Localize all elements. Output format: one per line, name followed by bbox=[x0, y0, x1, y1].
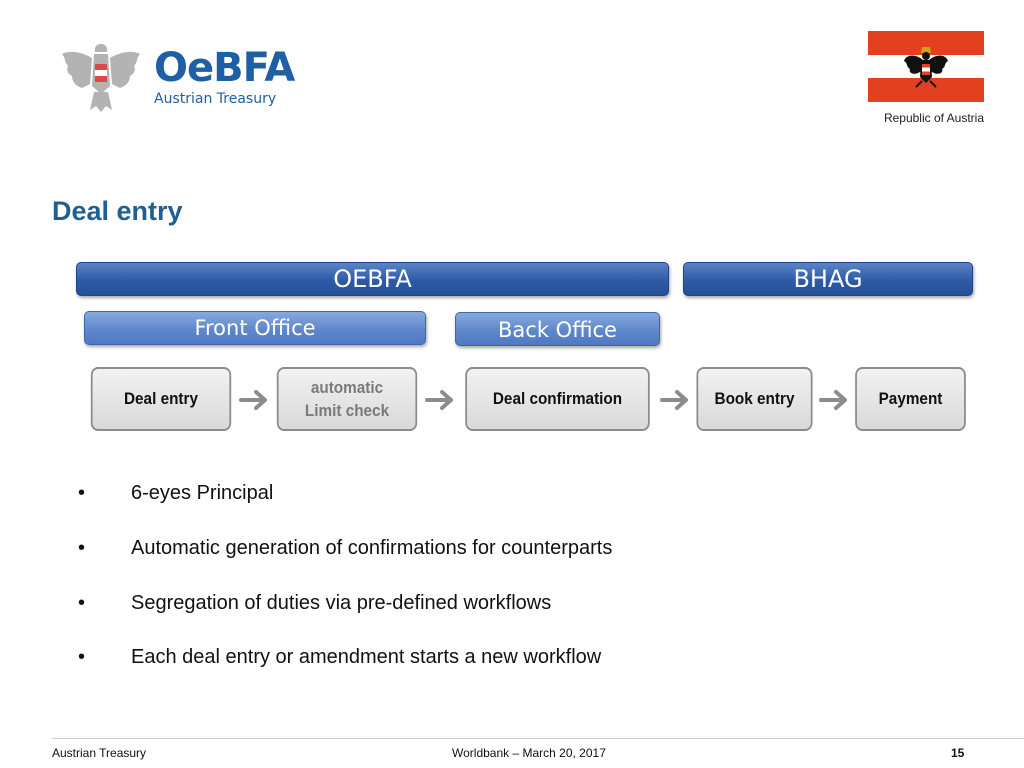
step-payment: Payment bbox=[855, 367, 966, 431]
limit-check-line-1: automatic bbox=[310, 378, 384, 397]
org-bar-oebfa: OEBFA bbox=[76, 262, 669, 296]
dept-bar-front-office: Front Office bbox=[84, 311, 426, 345]
flag-caption: Republic of Austria bbox=[883, 111, 984, 125]
oebfa-logo-text bbox=[154, 45, 295, 108]
step-deal-confirmation: Deal confirmation bbox=[465, 367, 650, 431]
step-deal-entry: Deal entry bbox=[91, 367, 231, 431]
arrow-right-icon bbox=[239, 389, 269, 411]
dept-bar-back-office: Back Office bbox=[455, 312, 660, 346]
limit-check-line-2: Limit check bbox=[304, 401, 390, 420]
bullet-marker: • bbox=[78, 646, 86, 668]
bullet-marker: • bbox=[78, 482, 86, 504]
bullet-text: 6-eyes Principal bbox=[131, 482, 274, 504]
bullet-marker: • bbox=[78, 537, 86, 559]
austria-flag-icon bbox=[868, 31, 984, 102]
bullet-marker: • bbox=[78, 592, 86, 614]
page-number: 15 bbox=[951, 746, 965, 760]
oebfa-eagle-logo-icon bbox=[60, 38, 142, 114]
logo-subtitle: Austrian Treasury bbox=[154, 91, 277, 107]
footer-event-date: Worldbank – March 20, 2017 bbox=[452, 746, 606, 760]
arrow-right-icon bbox=[819, 389, 849, 411]
step-book-entry: Book entry bbox=[696, 367, 812, 431]
footer-divider bbox=[52, 738, 1024, 739]
bullet-text: Segregation of duties via pre-defined workflows bbox=[131, 592, 552, 614]
arrow-right-icon bbox=[425, 389, 455, 411]
step-limit-check bbox=[277, 367, 417, 431]
bullet-text: Each deal entry or amendment starts a new workflow bbox=[131, 646, 602, 668]
org-bar-bhag: BHAG bbox=[683, 262, 973, 296]
arrow-right-icon bbox=[660, 389, 690, 411]
footer-organization: Austrian Treasury bbox=[52, 746, 147, 760]
logo-title: OeBFA bbox=[154, 45, 295, 91]
slide-title: Deal entry bbox=[52, 196, 183, 226]
bullet-text: Automatic generation of confirmations for counterparts bbox=[131, 537, 613, 559]
